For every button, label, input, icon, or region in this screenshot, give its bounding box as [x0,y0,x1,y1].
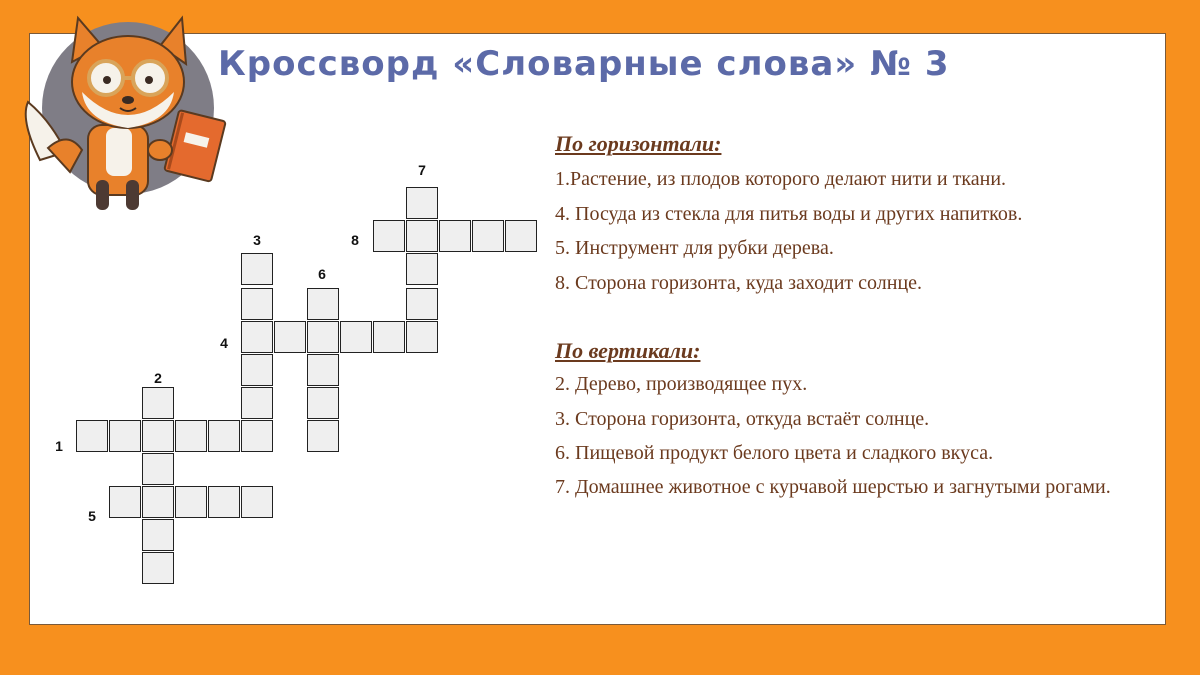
crossword-cell[interactable] [142,486,174,518]
crossword-cell[interactable] [439,220,471,252]
crossword-cell[interactable] [406,220,438,252]
crossword-cell[interactable] [175,486,207,518]
crossword-cell[interactable] [307,387,339,419]
grid-number-5: 5 [88,508,96,524]
crossword-cell[interactable] [340,321,372,353]
crossword-cell[interactable] [241,354,273,386]
page-title: Кроссворд «Словарные слова» № 3 [218,44,950,84]
fox-mascot-icon [10,10,230,220]
crossword-cell[interactable] [142,453,174,485]
grid-number-4: 4 [220,335,228,351]
crossword-cell[interactable] [307,288,339,320]
grid-number-6: 6 [318,266,326,282]
across-clue-list [555,162,1022,300]
crossword-cell[interactable] [241,420,273,452]
crossword-cell[interactable] [76,420,108,452]
crossword-cell[interactable] [241,253,273,285]
crossword-cell[interactable] [406,253,438,285]
crossword-cell[interactable] [406,187,438,219]
across-clue-5: 5. Инструмент для рубки дерева. [555,237,834,259]
down-clue-7: 7. Домашнее животное с курчавой шерстью и загнутыми рогами. [555,475,1111,498]
down-clue-3: 3. Сторона горизонта, откуда встаёт солнце. [555,407,930,430]
crossword-cell[interactable] [241,321,273,353]
across-clue-4: 4. Посуда из стекла для питья воды и других напитков. [555,202,1023,225]
crossword-cell[interactable] [208,420,240,452]
crossword-cell[interactable] [472,220,504,252]
crossword-cell[interactable] [505,220,537,252]
down-heading: По вертикали: [555,338,701,363]
down-clue-6: 6. Пищевой продукт белого цвета и сладкого вкуса. [555,442,994,464]
crossword-cell[interactable] [373,321,405,353]
crossword-cell[interactable] [274,321,306,353]
crossword-cell[interactable] [307,420,339,452]
crossword-cell[interactable] [142,519,174,551]
crossword-cell[interactable] [142,420,174,452]
crossword-cell[interactable] [307,354,339,386]
crossword-cell[interactable] [241,288,273,320]
crossword-cell[interactable] [208,486,240,518]
grid-number-3: 3 [253,232,261,248]
grid-number-1: 1 [55,438,63,454]
crossword-cell[interactable] [142,552,174,584]
grid-number-8: 8 [351,232,359,248]
crossword-cell[interactable] [406,288,438,320]
crossword-cell[interactable] [241,387,273,419]
crossword-cell[interactable] [373,220,405,252]
crossword-cell[interactable] [142,387,174,419]
across-heading: По горизонтали: [555,131,722,156]
crossword-cell[interactable] [109,420,141,452]
down-clue-list [555,367,1115,504]
across-clue-1: 1.Растение, из плодов которого делают нити и ткани. [555,168,1007,190]
down-clue-2: 2. Дерево, производящее пух. [555,373,808,395]
crossword-cell[interactable] [175,420,207,452]
grid-number-2: 2 [154,370,162,386]
crossword-cell[interactable] [109,486,141,518]
crossword-cell[interactable] [307,321,339,353]
across-clue-8: 8. Сторона горизонта, куда заходит солнце. [555,271,923,294]
crossword-cell[interactable] [241,486,273,518]
crossword-cell[interactable] [406,321,438,353]
grid-number-7: 7 [418,162,426,178]
